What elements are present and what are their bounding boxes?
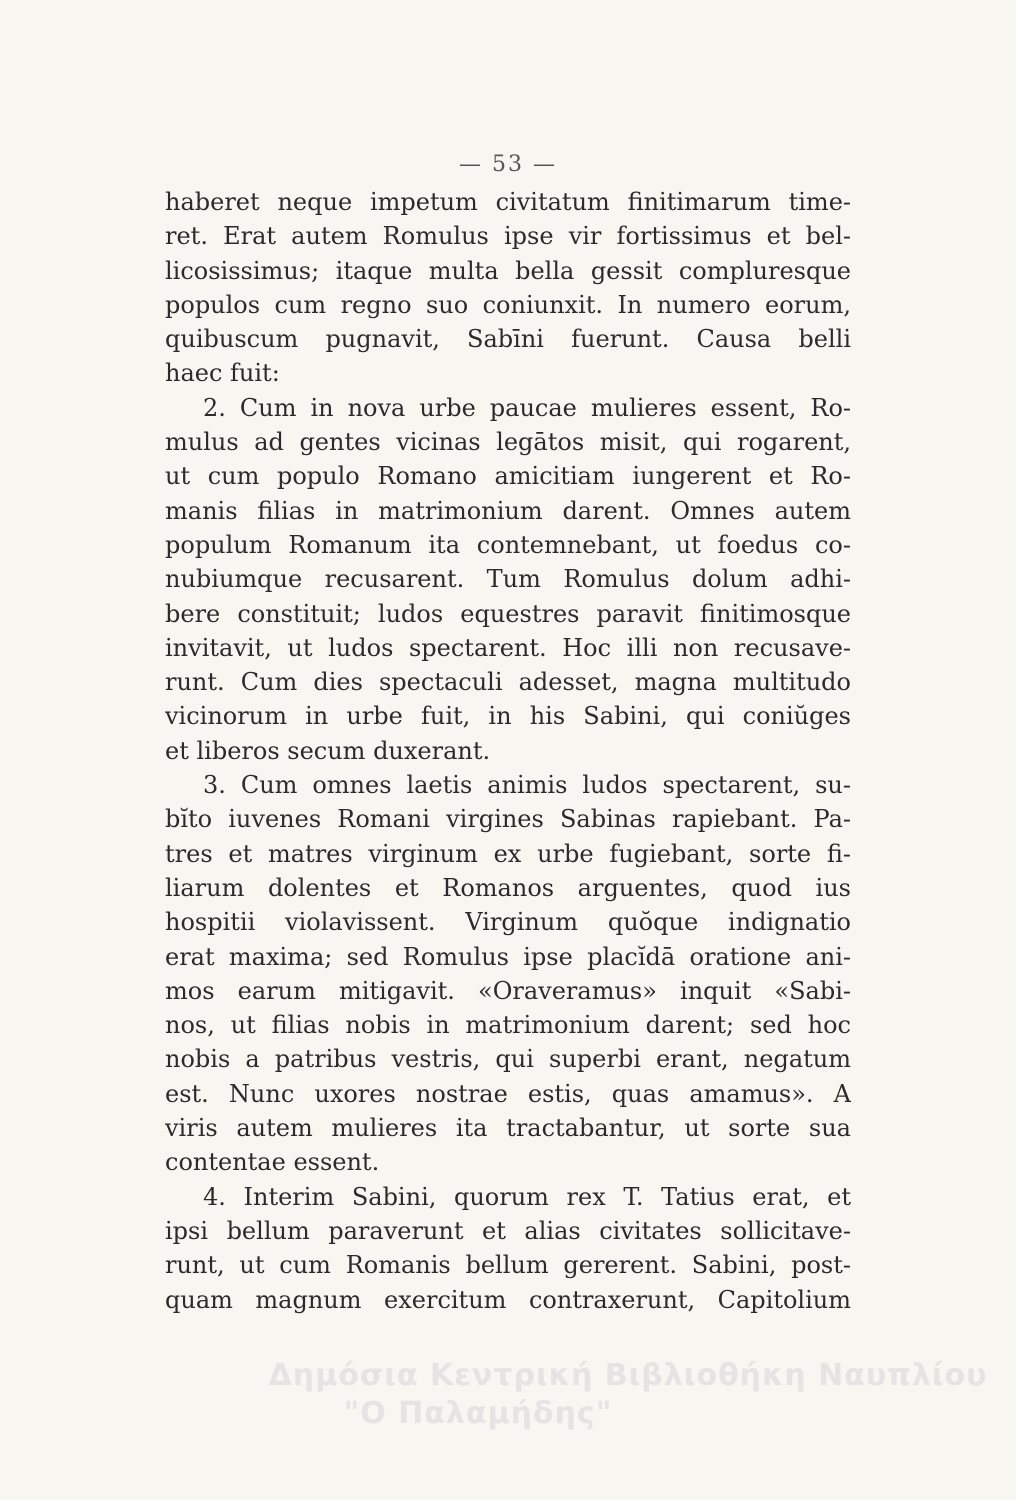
- text-line: bere constituit; ludos equestres paravit finitimosque: [165, 599, 851, 628]
- text-line: est. Nunc uxores nostrae estis, quas amamus». A: [165, 1079, 851, 1108]
- text-line: 3. Cum omnes laetis animis ludos spectarent, su-: [203, 771, 851, 800]
- text-line: erat maxima; sed Romulus ipse placĭdā oratione ani-: [165, 942, 851, 971]
- text-line: et liberos secum duxerant.: [165, 736, 491, 765]
- page-number: — 53 —: [459, 152, 557, 177]
- text-line: 2. Cum in nova urbe paucae mulieres essent, Ro-: [203, 393, 851, 422]
- text-line: haec fuit:: [165, 359, 280, 388]
- text-line: licosissimus; itaque multa bella gessit compluresque: [165, 256, 851, 285]
- library-watermark: Δημόσια Κεντρική Βιβλιοθήκη Ναυπλίου: [268, 1358, 988, 1393]
- text-line: populos cum regno suo coniunxit. In numero eorum,: [165, 290, 851, 319]
- text-line: bĭto iuvenes Romani virgines Sabinas rapiebant. Pa-: [165, 805, 851, 834]
- text-line: vicinorum in urbe fuit, in his Sabini, qui coniŭges: [165, 702, 851, 731]
- text-line: manis filias in matrimonium darent. Omnes autem: [165, 496, 851, 525]
- library-watermark-subtitle: "Ο Παλαμήδης": [343, 1396, 613, 1431]
- body-text: [165, 185, 851, 1317]
- text-line: runt. Cum dies spectaculi adesset, magna multitudo: [165, 668, 851, 697]
- text-line: populum Romanum ita contemnebant, ut foedus co-: [165, 530, 851, 559]
- text-line: invitavit, ut ludos spectarent. Hoc illi non recusave-: [165, 633, 851, 662]
- text-line: mulus ad gentes vicinas legātos misit, qui rogarent,: [165, 428, 851, 457]
- text-line: runt, ut cum Romanis bellum gererent. Sabini, post-: [165, 1251, 851, 1280]
- text-line: nos, ut filias nobis in matrimonium darent; sed hoc: [165, 1011, 851, 1040]
- text-line: nubiumque recusarent. Tum Romulus dolum adhi-: [165, 565, 851, 594]
- text-line: quibuscum pugnavit, Sabīni fuerunt. Causa belli: [165, 325, 851, 354]
- text-line: quam magnum exercitum contraxerunt, Capitolium: [165, 1285, 851, 1314]
- text-line: ret. Erat autem Romulus ipse vir fortissimus et bel-: [165, 222, 851, 251]
- text-line: nobis a patribus vestris, qui superbi erant, negatum: [165, 1045, 851, 1074]
- text-line: mos earum mitigavit. «Oraveramus» inquit «Sabi-: [165, 976, 851, 1005]
- text-line: viris autem mulieres ita tractabantur, ut sorte sua: [165, 1114, 851, 1143]
- text-line: tres et matres virginum ex urbe fugiebant, sorte fi-: [165, 839, 851, 868]
- text-line: 4. Interim Sabini, quorum rex T. Tatius erat, et: [203, 1182, 851, 1211]
- text-line: hospitii violavissent. Virginum quŏque indignatio: [165, 908, 851, 937]
- text-line: ut cum populo Romano amicitiam iungerent et Ro-: [165, 462, 851, 491]
- text-line: liarum dolentes et Romanos arguentes, quod ius: [165, 873, 851, 902]
- text-line: haberet neque impetum civitatum finitimarum time-: [165, 188, 851, 216]
- text-line: ipsi bellum paraverunt et alias civitates sollicitave-: [165, 1216, 851, 1245]
- text-line: contentae essent.: [165, 1148, 380, 1177]
